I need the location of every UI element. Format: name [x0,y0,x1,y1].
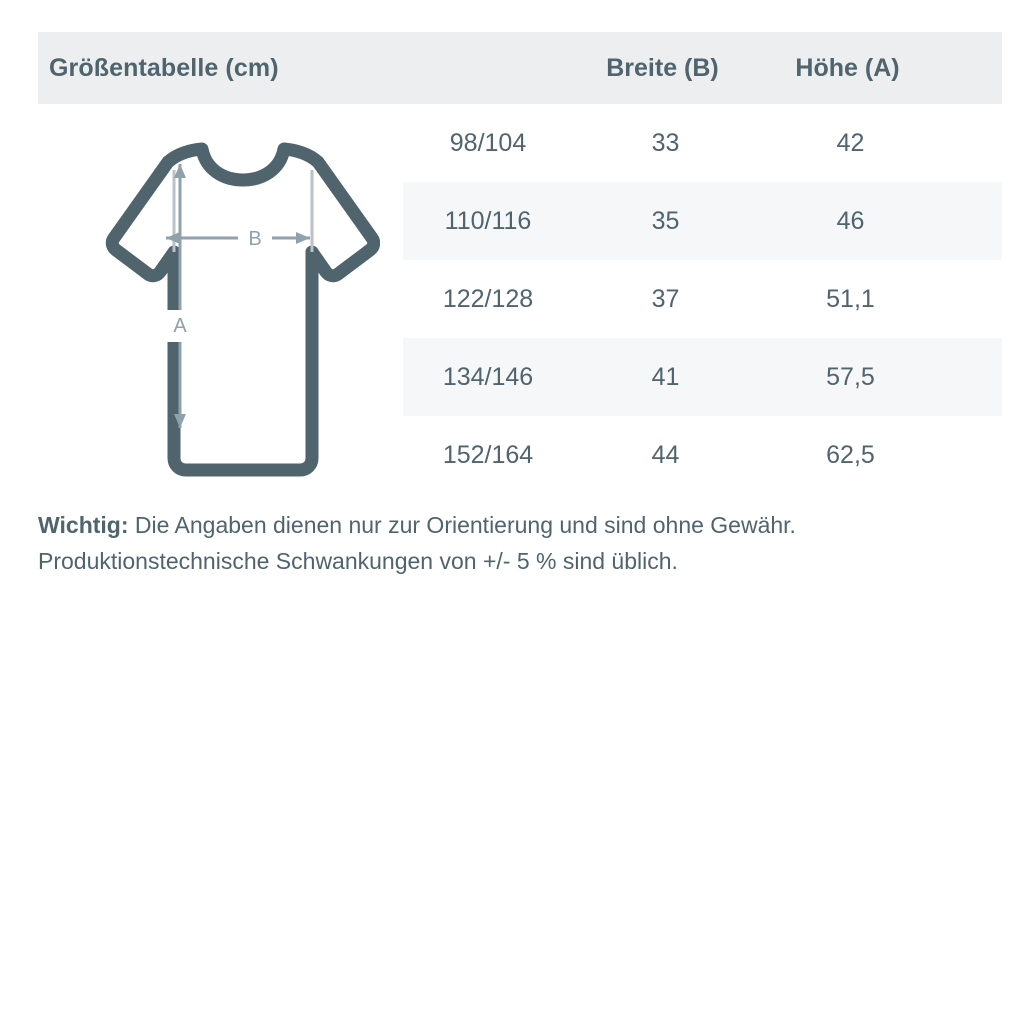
cell-width: 44 [651,440,680,469]
cell-height: 51,1 [826,284,875,313]
table-row [403,416,1002,494]
cell-height: 62,5 [826,440,875,469]
table-row [403,338,1002,416]
table-row [403,182,1002,260]
footnote-label: Wichtig: [38,512,129,538]
table-row [403,104,1002,182]
footnote-line-1: Die Angaben dienen nur zur Orientierung und sind ohne Gewähr. [128,512,796,538]
cell-width: 35 [651,206,680,235]
size-table [403,104,1002,494]
table-header-row [38,32,1002,104]
cell-width: 37 [651,284,680,313]
cell-height: 42 [836,128,865,157]
cell-size: 122/128 [442,284,534,313]
tshirt-icon [50,140,380,490]
cell-height: 46 [836,206,865,235]
svg-text:B: B [248,228,262,250]
footnote-line-2: Produktionstechnische Schwankungen von +/- 5 % sind üblich. [38,547,678,574]
cell-size: 152/164 [442,440,534,469]
footnote [38,508,988,579]
cell-height: 57,5 [826,362,875,391]
cell-size: 134/146 [442,362,534,391]
cell-size: 98/104 [449,128,527,157]
table-row [403,260,1002,338]
column-header-width: Breite (B) [606,53,719,82]
page-title: Größentabelle (cm) [49,53,279,82]
svg-text:A: A [173,315,187,337]
column-header-height: Höhe (A) [795,53,900,82]
cell-size: 110/116 [444,206,532,235]
cell-width: 41 [651,362,680,391]
cell-width: 33 [651,128,680,157]
